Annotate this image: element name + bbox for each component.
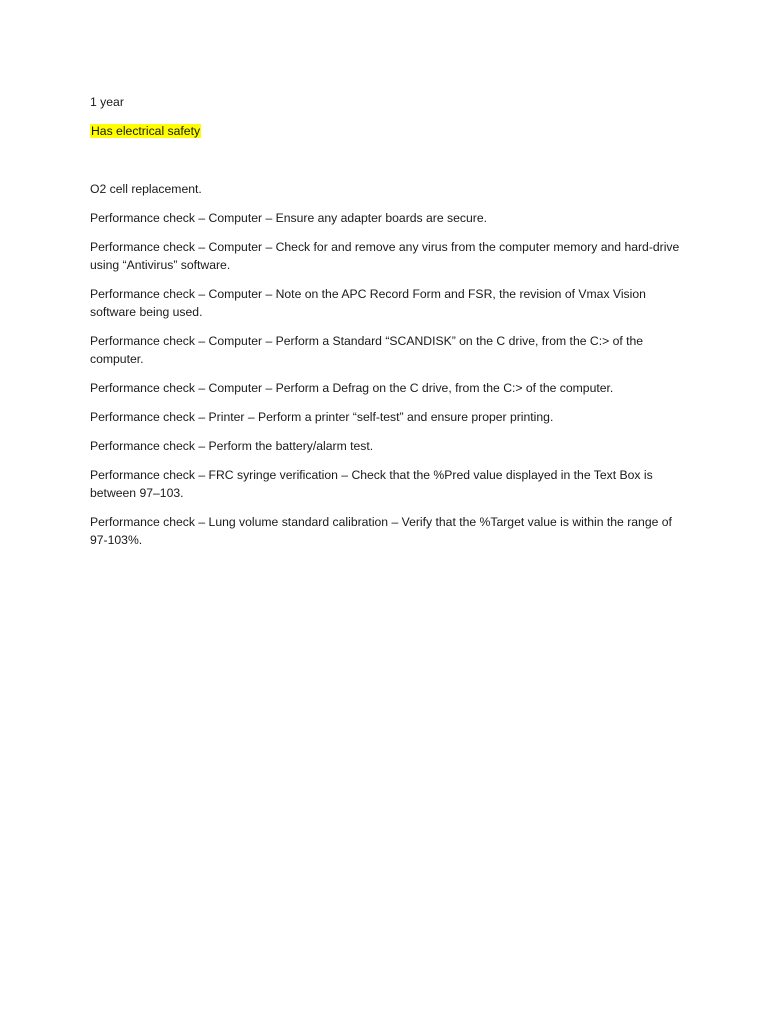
checklist-item: Performance check – FRC syringe verification – Check that the %Pred value displayed in the Text Box is between 97–103.: [90, 468, 653, 500]
checklist-item: Performance check – Perform the battery/alarm test.: [90, 439, 374, 453]
checklist-item: Performance check – Computer – Note on the APC Record Form and FSR, the revision of Vmax Vision software being used.: [90, 287, 646, 319]
blank-line: [90, 151, 680, 180]
checklist-item: Performance check – Printer – Perform a printer “self-test” and ensure proper printing.: [90, 410, 554, 424]
checklist-item: O2 cell replacement.: [90, 182, 202, 196]
highlighted-note-text: Has electrical safety: [91, 124, 201, 138]
highlighted-note: [90, 122, 680, 140]
checklist-item: Performance check – Computer – Perform a Standard “SCANDISK” on the C drive, from the C:> of the computer.: [90, 334, 644, 366]
checklist-item: Performance check – Computer – Check for and remove any virus from the computer memory and hard-drive using “Antivirus” software.: [90, 240, 680, 272]
interval-heading: 1 year: [90, 95, 124, 109]
document-body: [90, 93, 680, 560]
checklist-item: Performance check – Computer – Perform a Defrag on the C drive, from the C:> of the computer.: [90, 381, 614, 395]
checklist-item: Performance check – Computer – Ensure any adapter boards are secure.: [90, 211, 487, 225]
checklist-item: Performance check – Lung volume standard calibration – Verify that the %Target value is within the range of 97-103%.: [90, 515, 672, 547]
